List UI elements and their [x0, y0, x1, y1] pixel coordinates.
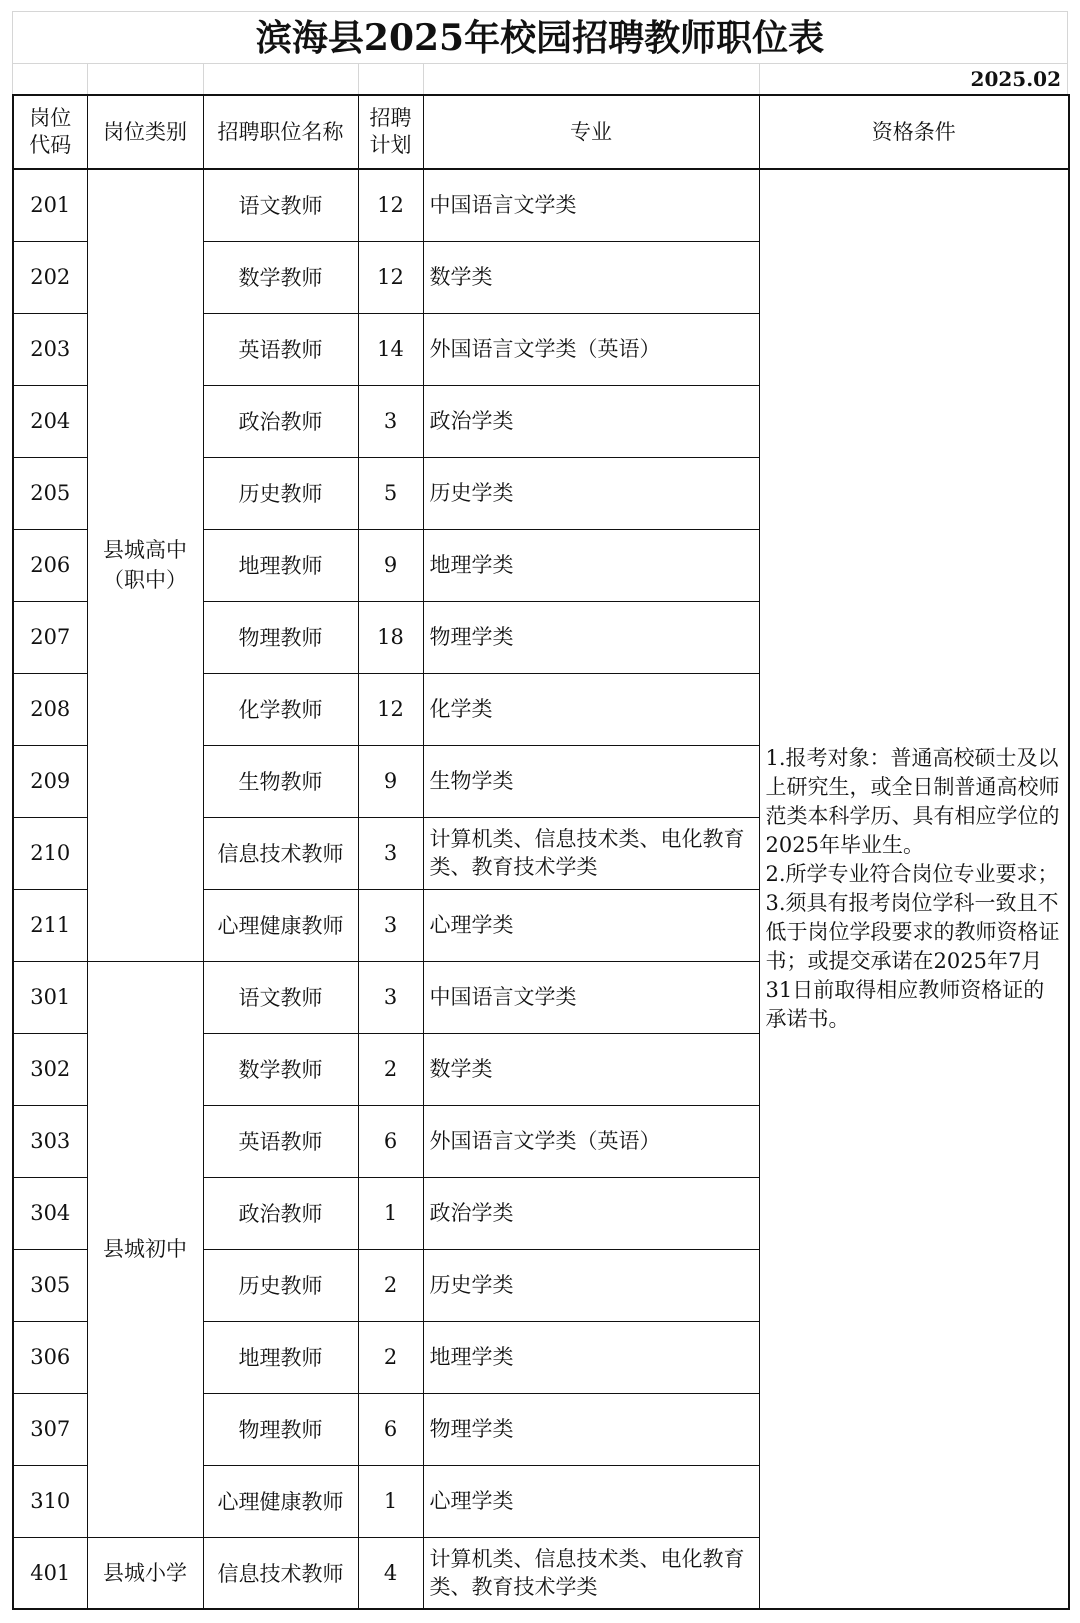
position-code: 202 [13, 241, 87, 313]
recruit-plan: 1 [358, 1177, 423, 1249]
position-name: 生物教师 [203, 745, 358, 817]
position-code: 205 [13, 457, 87, 529]
header-major: 专业 [423, 95, 759, 169]
header-qualification: 资格条件 [759, 95, 1069, 169]
position-name: 历史教师 [203, 457, 358, 529]
positions-table [12, 94, 1070, 1610]
position-code: 201 [13, 169, 87, 241]
table-row [13, 169, 1069, 241]
position-name: 语文教师 [203, 169, 358, 241]
major: 物理学类 [423, 601, 759, 673]
position-name: 数学教师 [203, 1033, 358, 1105]
major: 计算机类、信息技术类、电化教育类、教育技术学类 [423, 1537, 759, 1609]
recruit-plan: 12 [358, 241, 423, 313]
position-code: 306 [13, 1321, 87, 1393]
position-code: 310 [13, 1465, 87, 1537]
major: 外国语言文学类（英语） [423, 313, 759, 385]
major: 政治学类 [423, 385, 759, 457]
position-name: 心理健康教师 [203, 1465, 358, 1537]
position-name: 历史教师 [203, 1249, 358, 1321]
recruit-plan: 3 [358, 961, 423, 1033]
position-category: 县城高中 （职中） [87, 169, 203, 961]
recruit-plan: 12 [358, 169, 423, 241]
position-name: 地理教师 [203, 1321, 358, 1393]
major: 心理学类 [423, 889, 759, 961]
position-name: 语文教师 [203, 961, 358, 1033]
recruit-plan: 6 [358, 1393, 423, 1465]
recruit-plan: 2 [358, 1321, 423, 1393]
position-code: 211 [13, 889, 87, 961]
date-row [12, 64, 1068, 94]
recruit-plan: 5 [358, 457, 423, 529]
header-position: 招聘职位名称 [203, 95, 358, 169]
document-title: 滨海县2025年校园招聘教师职位表 [255, 17, 825, 59]
major: 地理学类 [423, 529, 759, 601]
major: 生物学类 [423, 745, 759, 817]
position-category: 县城初中 [87, 961, 203, 1537]
position-code: 208 [13, 673, 87, 745]
position-name: 英语教师 [203, 1105, 358, 1177]
grid-line [203, 64, 204, 94]
major: 外国语言文学类（英语） [423, 1105, 759, 1177]
grid-line [358, 64, 359, 94]
position-name: 英语教师 [203, 313, 358, 385]
major: 计算机类、信息技术类、电化教育类、教育技术学类 [423, 817, 759, 889]
position-name: 化学教师 [203, 673, 358, 745]
recruit-plan: 6 [358, 1105, 423, 1177]
major: 历史学类 [423, 1249, 759, 1321]
major: 心理学类 [423, 1465, 759, 1537]
grid-line [759, 64, 760, 94]
position-name: 物理教师 [203, 1393, 358, 1465]
major: 地理学类 [423, 1321, 759, 1393]
recruit-plan: 9 [358, 529, 423, 601]
major: 中国语言文学类 [423, 961, 759, 1033]
position-category: 县城小学 [87, 1537, 203, 1609]
recruit-plan: 14 [358, 313, 423, 385]
recruitment-sheet [12, 11, 1068, 1599]
recruit-plan: 9 [358, 745, 423, 817]
major: 政治学类 [423, 1177, 759, 1249]
position-code: 204 [13, 385, 87, 457]
qualification-conditions: 1.报考对象：普通高校硕士及以上研究生，或全日制普通高校师范类本科学历、具有相应学位的2025年毕业生。 2.所学专业符合岗位专业要求； 3.须具有报考岗位学科一致且不低于岗位学段要求的教师资格证书；或提交承诺在2025年7月31日前取得相应教师资格证的承诺书。 [759, 169, 1069, 1609]
recruit-plan: 3 [358, 889, 423, 961]
recruit-plan: 1 [358, 1465, 423, 1537]
position-code: 303 [13, 1105, 87, 1177]
major: 化学类 [423, 673, 759, 745]
position-name: 心理健康教师 [203, 889, 358, 961]
major: 数学类 [423, 1033, 759, 1105]
position-name: 信息技术教师 [203, 1537, 358, 1609]
recruit-plan: 2 [358, 1249, 423, 1321]
position-code: 307 [13, 1393, 87, 1465]
major: 历史学类 [423, 457, 759, 529]
recruit-plan: 2 [358, 1033, 423, 1105]
position-name: 物理教师 [203, 601, 358, 673]
position-name: 政治教师 [203, 385, 358, 457]
header-category: 岗位类别 [87, 95, 203, 169]
header-code: 岗位 代码 [13, 95, 87, 169]
recruit-plan: 12 [358, 673, 423, 745]
recruit-plan: 3 [358, 817, 423, 889]
title-row [12, 11, 1068, 64]
position-code: 301 [13, 961, 87, 1033]
recruit-plan: 3 [358, 385, 423, 457]
major: 数学类 [423, 241, 759, 313]
grid-line [87, 64, 88, 94]
table-header-row [13, 95, 1069, 169]
position-code: 305 [13, 1249, 87, 1321]
position-name: 数学教师 [203, 241, 358, 313]
position-code: 207 [13, 601, 87, 673]
position-code: 206 [13, 529, 87, 601]
position-name: 信息技术教师 [203, 817, 358, 889]
header-plan: 招聘 计划 [358, 95, 423, 169]
grid-line [423, 64, 424, 94]
position-name: 政治教师 [203, 1177, 358, 1249]
position-code: 304 [13, 1177, 87, 1249]
position-code: 203 [13, 313, 87, 385]
position-code: 401 [13, 1537, 87, 1609]
position-code: 209 [13, 745, 87, 817]
position-name: 地理教师 [203, 529, 358, 601]
major: 中国语言文学类 [423, 169, 759, 241]
recruit-plan: 4 [358, 1537, 423, 1609]
major: 物理学类 [423, 1393, 759, 1465]
recruit-plan: 18 [358, 601, 423, 673]
position-code: 210 [13, 817, 87, 889]
position-code: 302 [13, 1033, 87, 1105]
document-date: 2025.02 [970, 67, 1061, 91]
